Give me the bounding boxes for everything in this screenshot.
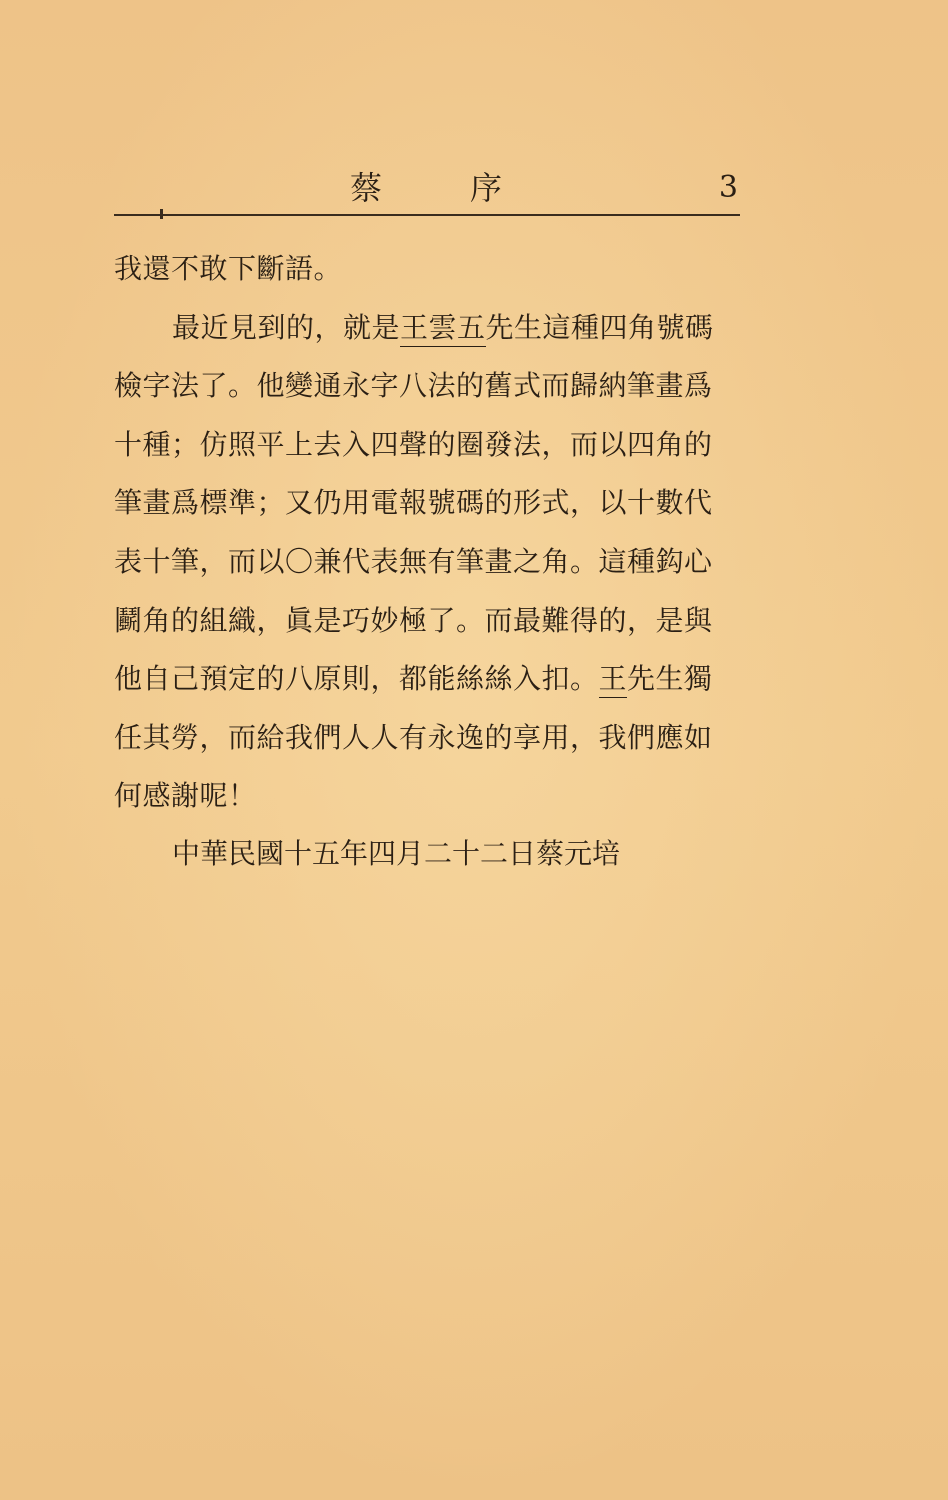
text-line: [114, 592, 740, 651]
text-run: 最近見到的，就是: [172, 310, 401, 344]
signature-line: 中華民國十五年四月二十二日蔡元培: [172, 837, 621, 870]
text-run: 先生獨: [627, 662, 713, 696]
page-number: 3: [718, 170, 738, 205]
text-run: 筆畫爲標準；又仍用電報號碼的形式，以十數代: [114, 486, 713, 520]
proper-name-underlined: 王: [599, 662, 628, 698]
text-run: 何感謝呢！: [114, 779, 257, 813]
text-run: 檢字法了。他變通永字八法的舊式而歸納筆畫爲: [114, 369, 713, 403]
text-run: 鬬角的組織，眞是巧妙極了。而最難得的，是與: [114, 603, 713, 637]
text-line: [114, 357, 740, 416]
running-header: [114, 168, 740, 208]
header-rule-notch: [160, 209, 163, 219]
text-line: [114, 299, 740, 358]
text-line: [114, 474, 740, 533]
text-line: [114, 650, 740, 709]
text-line: [114, 533, 740, 592]
text-run: 十種；仿照平上去入四聲的圈發法，而以四角的: [114, 427, 713, 461]
text-line: [114, 767, 740, 826]
text-run: 他自己預定的八原則，都能絲絲入扣。: [114, 662, 599, 696]
header-title: 蔡序: [350, 169, 591, 207]
text-line: [114, 240, 740, 299]
text-line: [114, 416, 740, 475]
text-line: [114, 709, 740, 768]
proper-name-underlined: 王雲五: [400, 311, 486, 347]
header-rule: [114, 214, 740, 216]
text-run: 先生這種四角號碼: [485, 310, 714, 344]
text-run: 我還不敢下斷語。: [114, 252, 343, 285]
text-run: 任其勞，而給我們人人有永逸的享用，我們應如: [114, 720, 713, 754]
text-run: 表十筆，而以〇兼代表無有筆畫之角。這種鈎心: [114, 544, 713, 578]
body-text: [114, 240, 740, 826]
